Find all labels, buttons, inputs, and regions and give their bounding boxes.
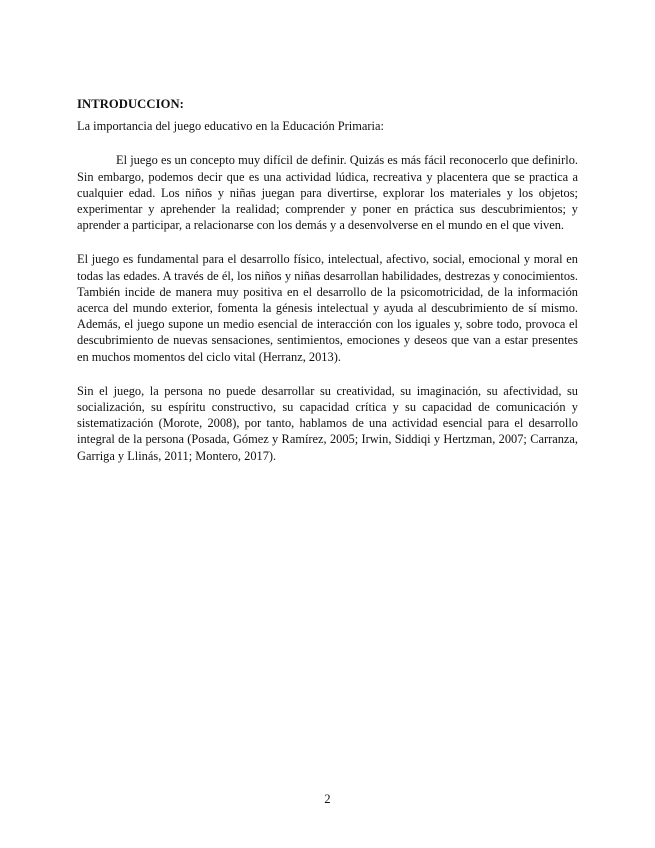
page-content: [77, 96, 578, 482]
paragraph-1: El juego es un concepto muy difícil de definir. Quizás es más fácil reconocerlo que definirlo. Sin embargo, podemos decir que es una actividad lúdica, recreativa y placentera que se practica a cualquier edad. Los niños y niñas juegan para divertirse, explorar los materiales y los objetos; experimentar y aprehender la realidad; comprender y poner en práctica sus descubrimientos; y aprender a participar, a relacionarse con los demás y a desenvolverse en el mundo en el que viven.: [77, 153, 578, 233]
page-number: 2: [324, 792, 331, 806]
paragraph-3: Sin el juego, la persona no puede desarrollar su creatividad, su imaginación, su afectividad, su socialización, su espíritu constructivo, su capacidad crítica y su capacidad de comunicación y sistematización (Morote, 2008), por tanto, hablamos de una actividad esencial para el desarrollo integral de la persona (Posada, Gómez y Ramírez, 2005; Irwin, Siddiqi y Hertzman, 2007; Carranza, Garriga y Llinás, 2011; Montero, 2017).: [77, 383, 578, 463]
section-subtitle: La importancia del juego educativo en la Educación Primaria:: [77, 119, 384, 134]
paragraph-2: El juego es fundamental para el desarrollo físico, intelectual, afectivo, social, emocional y moral en todas las edades. A través de él, los niños y niñas desarrollan habilidades, destrezas y conocimientos. También incide de manera muy positiva en el desarrollo de la psicomotricidad, de la información acerca del mundo exterior, fomenta la génesis intelectual y ayuda al descubrimiento de sí mismo. Además, el juego supone un medio esencial de interacción con los iguales y, sobre todo, provoca el descubrimiento de nuevas sensaciones, sentimientos, emociones y deseos que van a estar presentes en muchos momentos del ciclo vital (Herranz, 2013).: [77, 252, 578, 364]
section-heading: INTRODUCCION:: [77, 97, 184, 111]
